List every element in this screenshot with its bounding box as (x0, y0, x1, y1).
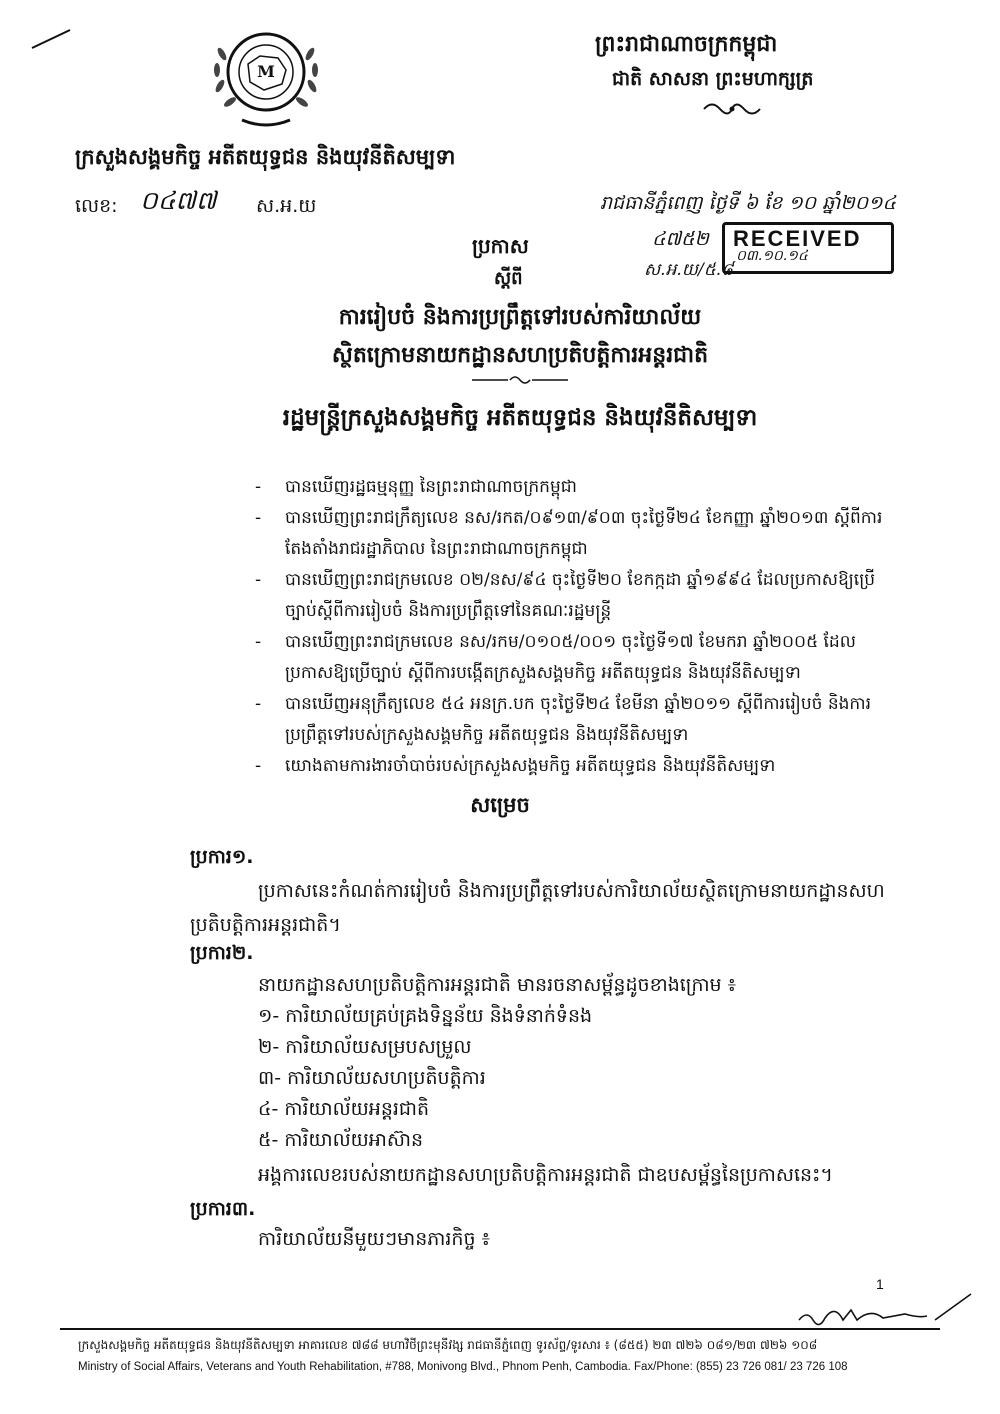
ministry-name: ក្រសួងសង្គមកិច្ច អតីតយុទ្ធជន និងយុវនីតិសម្បទា (75, 145, 456, 169)
page-number: 1 (876, 1276, 884, 1292)
decision-heading: សម្រេច (470, 793, 530, 817)
ref-number: ០៤៧៧ (140, 186, 217, 215)
prakas-heading: ប្រកាស (472, 234, 529, 258)
article-3-text: ការិយាល័យនីមួយៗមានភារកិច្ច ៖ (258, 1228, 490, 1250)
list-item: - យោងតាមការងារចាំបាច់របស់ក្រសួងសង្គមកិច្ច អតីតយុទ្ធជន និងយុវនីតិសម្បទា (255, 751, 895, 782)
footer-english-address: Ministry of Social Affairs, Veterans and Youth Rehabilitation, #788, Monivong Blvd., Phnom Penh, Cambodia. Fax/Phone: (855) 23 726 081/ 23 726 108 (78, 1361, 848, 1373)
list-item: ៤- ការិយាល័យអន្តរជាតិ (258, 1098, 430, 1120)
stamp-hand-number: ៤៧៥២ (652, 228, 709, 250)
footer-rule (60, 1328, 940, 1330)
received-stamp-text: RECEIVED (733, 226, 862, 251)
article-1-label: ប្រការ១. (190, 846, 254, 868)
article-2-label: ប្រការ២. (190, 942, 254, 964)
national-motto: ជាតិ សាសនា ព្រះមហាក្សត្រ (612, 68, 814, 90)
ornament-icon (700, 98, 764, 120)
stamp-hand-date: ០៣.១០.១៤ (736, 248, 808, 264)
place-date: រាជធានីភ្នំពេញ ថ្ងៃទី ៦ ខែ ១០ ឆ្នាំ២០១៤ (600, 192, 896, 214)
title-line-1: ការរៀបចំ និងការប្រព្រឹត្តទៅរបស់ការិយាល័យ (338, 305, 702, 330)
title-line-2: ស្ថិតក្រោមនាយកដ្ឋានសហប្រតិបត្តិការអន្តរជាតិ (331, 343, 709, 368)
article-3-label: ប្រការ៣. (190, 1198, 256, 1220)
divider-ornament (470, 374, 570, 386)
list-item: ១- ការិយាល័យគ្រប់គ្រងទិន្នន័យ និងទំនាក់ទំនង (258, 1005, 593, 1027)
initials-signature (795, 1290, 975, 1330)
article-1-text: ប្រកាសនេះកំណត់ការរៀបចំ និងការប្រព្រឹត្តទៅរបស់ការិយាល័យស្ថិតក្រោមនាយកដ្ឋានសហប្រតិបត្តិការអន្តរជាតិ។ (190, 880, 885, 936)
list-item: - បានឃើញរដ្ឋធម្មនុញ្ញ នៃព្រះរាជាណាចក្រកម្ពុជា (255, 472, 895, 503)
office-list (258, 1001, 858, 1156)
minister-heading: រដ្ឋមន្ត្រីក្រសួងសង្គមកិច្ច អតីតយុទ្ធជន និងយុវនីតិសម្បទា (282, 405, 758, 431)
svg-text:M: M (257, 62, 275, 81)
list-item: - បានឃើញអនុក្រឹត្យលេខ ៥៤ អនក្រ.បក ចុះថ្ងៃទី២៤ ខែមីនា ឆ្នាំ២០១១ ស្តីពីការរៀបចំ និងការប្រព្រឹត្តទៅរបស់ក្រសួងសង្គមកិច្ច អតីតយុទ្ធជន និងយុវនីតិសម្បទា (255, 689, 895, 751)
stamp-hand-ref: ស.អ.យ/៥.៨ (644, 260, 734, 280)
list-item: ៣- ការិយាល័យសហប្រតិបត្តិការ (258, 1067, 486, 1089)
list-item: - បានឃើញព្រះរាជក្រមលេខ នស/រកម/០១០៥/០០១ ចុះថ្ងៃទី១៧ ខែមករា ឆ្នាំ២០០៥ ដែលប្រកាសឱ្យប្រើច្បាប់ ស្តីពីការបង្កើតក្រសួងសង្គមកិច្ច អតីតយុទ្ធជន និងយុវនីតិសម្បទា (255, 627, 895, 689)
ministry-logo (198, 14, 334, 130)
list-item: - បានឃើញព្រះរាជក្រមលេខ ០២/នស/៩៤ ចុះថ្ងៃទី២០ ខែកក្កដា ឆ្នាំ១៩៩៤ ដែលប្រកាសឱ្យប្រើច្បាប់ស្តីពីការរៀបចំ និងការប្រព្រឹត្តទៅនៃគណៈរដ្ឋមន្ត្រី (255, 565, 895, 627)
ref-suffix: ស.អ.យ (256, 195, 317, 217)
article-2-outro: អង្គការលេខរបស់នាយកដ្ឋានសហប្រតិបត្តិការអន្តរជាតិ ជាឧបសម្ព័ន្ធនៃប្រកាសនេះ។ (258, 1164, 833, 1186)
ref-label: លេខ: (75, 195, 118, 217)
list-item: ៥- ការិយាល័យអាស៊ាន (258, 1129, 424, 1151)
kingdom-title: ព្រះរាជាណាចក្រកម្ពុជា (595, 32, 778, 57)
pen-mark (30, 28, 72, 50)
list-item: ២- ការិយាល័យសម្របសម្រួល (258, 1036, 472, 1058)
list-item: - បានឃើញព្រះរាជក្រឹត្យលេខ នស/រកត/០៩១៣/៩០៣ ចុះថ្ងៃទី២៤ ខែកញ្ញា ឆ្នាំ២០១៣ ស្តីពីការតែងតាំងរាជរដ្ឋាភិបាល នៃព្រះរាជាណាចក្រកម្ពុជា (255, 503, 895, 565)
steypi-heading: ស្តីពី (494, 268, 523, 289)
footer-khmer-address: ក្រសួងសង្គមកិច្ច អតីតយុទ្ធជន និងយុវនីតិសម្បទា អាគារលេខ ៧៨៨ មហាវិថីព្រះមុនីវង្ស រាជធានីភ្នំពេញ ទូរស័ព្ទ/ទូរសារ ៖ (៨៥៥) ២៣ ៧២៦ ០៨១/២៣ ៧២៦ ១០៨ (78, 1338, 818, 1352)
article-2-intro: នាយកដ្ឋានសហប្រតិបត្តិការអន្តរជាតិ មានរចនាសម្ព័ន្ធដូចខាងក្រោម ៖ (258, 974, 736, 996)
reference-list (255, 472, 895, 782)
